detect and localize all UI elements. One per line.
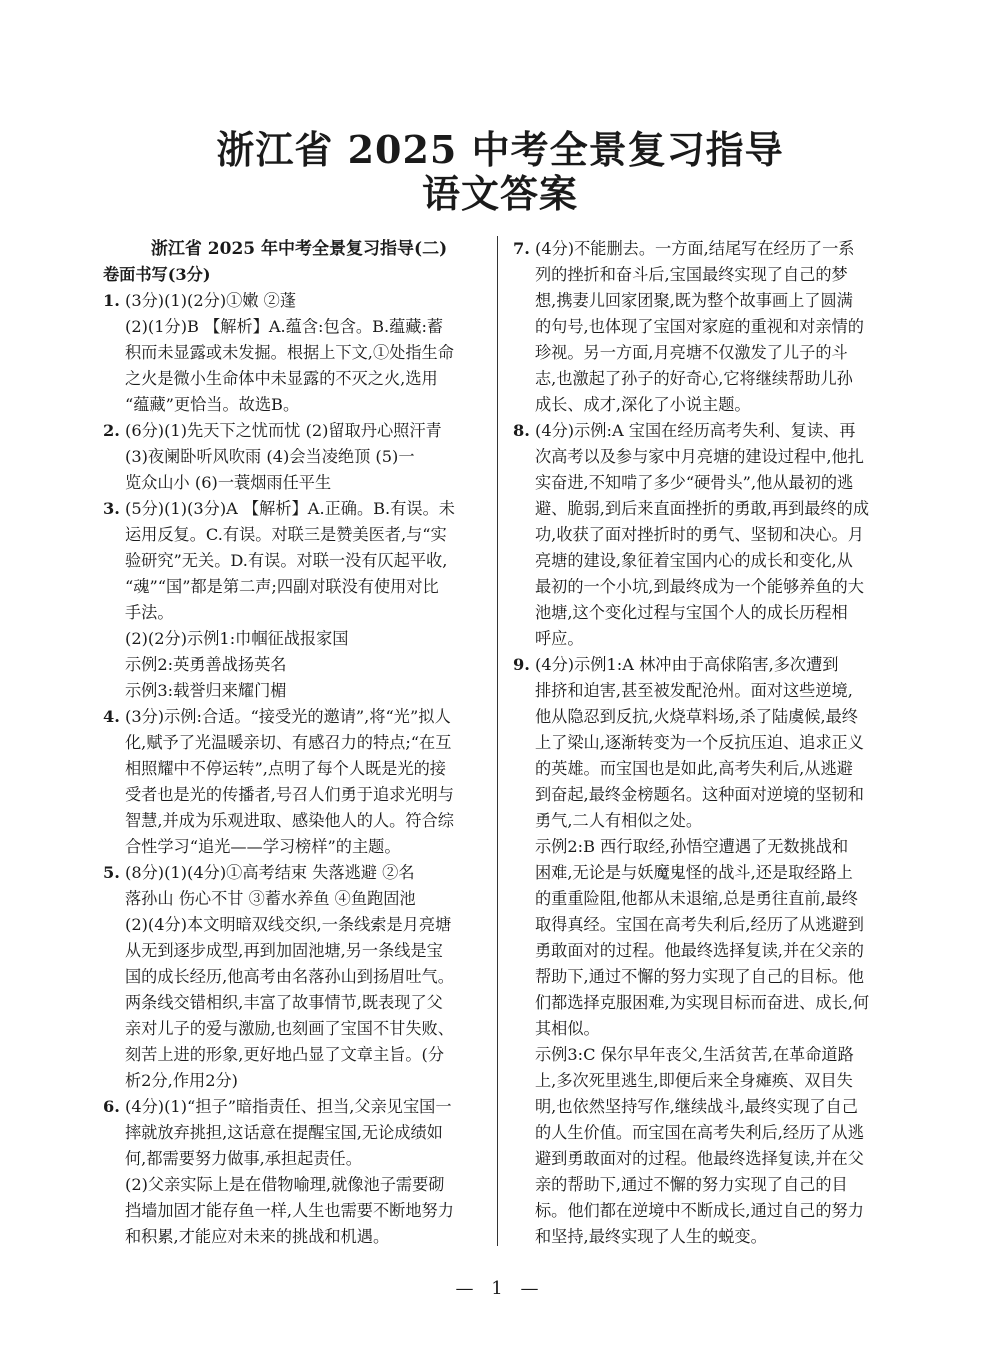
answer-line: 上,多次死里逃生,即便后来全身瘫痪、双目失 xyxy=(535,1071,853,1090)
answer-line: 功,收获了面对挫折时的勇气、坚韧和决心。月 xyxy=(535,525,864,544)
answer-line: 标。他们都在逆境中不断成长,通过自己的努力 xyxy=(535,1201,864,1220)
question-number: 6. xyxy=(103,1097,120,1116)
answer-line: 取得真经。宝国在高考失利后,经历了从逃避到 xyxy=(535,915,864,934)
answer-line: 困难,无论是与妖魔鬼怪的战斗,还是取经路上 xyxy=(535,863,853,882)
question-number: 9. xyxy=(513,655,530,674)
answer-line: 想,携妻儿回家团聚,既为整个故事画上了圆满 xyxy=(535,291,853,310)
answer-line: 积而未显露或未发掘。根据上下文,①处指生命 xyxy=(125,343,454,362)
answer-line: 勇气,二人有相似之处。 xyxy=(535,811,703,830)
answer-line: “魂”“国”都是第二声;四副对联没有使用对比 xyxy=(125,577,439,596)
answer-line: 国的成长经历,他高考由名落孙山到扬眉吐气。 xyxy=(125,967,454,986)
answer-text: (3分)(1)(2分)①嫩 ②蓬 xyxy=(125,291,297,310)
answer-line: 帮助下,通过不懈的努力实现了自己的目标。他 xyxy=(535,967,864,986)
answer-item xyxy=(103,704,485,730)
answer-line: 和积累,才能应对未来的挑战和机遇。 xyxy=(125,1227,390,1246)
answer-line: 化,赋予了光温暖亲切、有感召力的特点;“在互 xyxy=(125,733,452,752)
answer-line: 亲的帮助下,通过不懈的努力实现了自己的目 xyxy=(535,1175,848,1194)
answer-item xyxy=(103,496,485,522)
answer-line: 呼应。 xyxy=(535,629,584,648)
answer-line: (2)(2分)示例1:巾帼征战报家国 xyxy=(125,629,349,648)
answer-line: 合性学习“追光——学习榜样”的主题。 xyxy=(125,837,401,856)
question-number: 5. xyxy=(103,863,120,882)
answer-line: 运用反复。C.有误。对联三是赞美医者,与“实 xyxy=(125,525,447,544)
answer-item xyxy=(513,236,895,262)
answer-item xyxy=(513,652,895,678)
answer-line: 手法。 xyxy=(125,603,174,622)
answer-line: 志,也激起了孙子的好奇心,它将继续帮助儿孙 xyxy=(535,369,853,388)
answer-line: 示例2:英勇善战扬英名 xyxy=(125,655,287,674)
question-number: 1. xyxy=(103,291,120,310)
answer-line: 他从隐忍到反抗,火烧草料场,杀了陆虞候,最终 xyxy=(535,707,858,726)
answer-line: 到奋起,最终金榜题名。这种面对逆境的坚韧和 xyxy=(535,785,864,804)
answer-line: 其相似。 xyxy=(535,1019,600,1038)
answer-text: (4分)不能删去。一方面,结尾写在经历了一系 xyxy=(535,239,855,258)
left-column xyxy=(103,236,485,1250)
page-number: — 1 — xyxy=(455,1278,545,1299)
answer-line: 智慧,并成为乐观进取、感染他人的人。符合综 xyxy=(125,811,454,830)
question-number: 7. xyxy=(513,239,530,258)
answer-line: 从无到逐步成型,再到加固池塘,另一条线是宝 xyxy=(125,941,443,960)
answer-line: 实奋进,不知啃了多少“硬骨头”,他从最初的逃 xyxy=(535,473,854,492)
answer-line: 亮塘的建设,象征着宝国内心的成长和变化,从 xyxy=(535,551,853,570)
answer-line: 挡墙加固才能存鱼一样,人生也需要不断地努力 xyxy=(125,1201,454,1220)
answer-line: 避到勇敢面对的过程。他最终选择复读,并在父 xyxy=(535,1149,864,1168)
answer-item xyxy=(103,288,485,314)
answer-line: 勇敢面对的过程。他最终选择复读,并在父亲的 xyxy=(535,941,864,960)
answer-line: 成长、成才,深化了小说主题。 xyxy=(535,395,751,414)
answer-text: (4分)示例1:A 林冲由于高俅陷害,多次遭到 xyxy=(535,655,839,674)
answer-item xyxy=(103,1094,485,1120)
answer-text: (4分)示例:A 宝国在经历高考失利、复读、再 xyxy=(535,421,856,440)
answer-line: 两条线交错相织,丰富了故事情节,既表现了父 xyxy=(125,993,443,1012)
answer-item xyxy=(103,418,485,444)
answer-line: “蕴藏”更恰当。故选B。 xyxy=(125,395,300,414)
question-number: 2. xyxy=(103,421,120,440)
answer-line: 的句号,也体现了宝国对家庭的重视和对亲情的 xyxy=(535,317,864,336)
answer-line: 最初的一个小坑,到最终成为一个能够养鱼的大 xyxy=(535,577,864,596)
answer-text: (5分)(1)(3分)A 【解析】A.正确。B.有误。未 xyxy=(125,499,455,518)
answer-text: (8分)(1)(4分)①高考结束 失落逃避 ②名 xyxy=(125,863,415,882)
answer-line: 示例2:B 西行取经,孙悟空遭遇了无数挑战和 xyxy=(535,837,849,856)
answer-line: (2)(1分)B 【解析】A.蕴含:包含。B.蕴藏:蓄 xyxy=(125,317,444,336)
answer-line: 何,都需要努力做事,承担起责任。 xyxy=(125,1149,362,1168)
section-label: 卷面书写(3分) xyxy=(103,265,211,284)
answer-line: 排挤和迫害,甚至被发配沧州。面对这些逆境, xyxy=(535,681,853,700)
answer-item xyxy=(103,860,485,886)
answer-line: 们都选择克服困难,为实现目标而奋进、成长,何 xyxy=(535,993,870,1012)
answer-line: 列的挫折和奋斗后,宝国最终实现了自己的梦 xyxy=(535,265,848,284)
answer-line: 刻苦上进的形象,更好地凸显了文章主旨。(分 xyxy=(125,1045,445,1064)
answer-line: 的重重险阻,他都从未退缩,总是勇往直前,最终 xyxy=(535,889,858,908)
answer-line: 摔就放弃挑担,这话意在提醒宝国,无论成绩如 xyxy=(125,1123,443,1142)
document-title: 浙江省 2025 中考全景复习指导 xyxy=(216,127,784,172)
answer-line: 析2分,作用2分) xyxy=(125,1071,238,1090)
answer-line: 相照耀中不停运转”,点明了每个人既是光的接 xyxy=(125,759,446,778)
answer-line: 亲对儿子的爱与激励,也刻画了宝国不甘失败、 xyxy=(125,1019,454,1038)
answer-line: 览众山小 (6)一蓑烟雨任平生 xyxy=(125,473,332,492)
answer-line: (2)(4分)本文明暗双线交织,一条线索是月亮塘 xyxy=(125,915,452,934)
answer-line: 的英雄。而宝国也是如此,高考失利后,从逃避 xyxy=(535,759,853,778)
answer-line: 受者也是光的传播者,号召人们勇于追求光明与 xyxy=(125,785,454,804)
answer-line: 的人生价值。而宝国在高考失利后,经历了从逃 xyxy=(535,1123,864,1142)
question-number: 4. xyxy=(103,707,120,726)
answer-line: 明,也依然坚持写作,继续战斗,最终实现了自己 xyxy=(535,1097,858,1116)
answer-line: 示例3:C 保尔早年丧父,生活贫苦,在革命道路 xyxy=(535,1045,854,1064)
question-number: 3. xyxy=(103,499,120,518)
answer-line: (3)夜阑卧听风吹雨 (4)会当凌绝顶 (5)一 xyxy=(125,447,415,466)
document-subtitle: 语文答案 xyxy=(421,171,578,216)
answer-line: 次高考以及参与家中月亮塘的建设过程中,他扎 xyxy=(535,447,864,466)
column-divider xyxy=(497,236,498,1246)
answer-text: (6分)(1)先天下之忧而忧 (2)留取丹心照汗青 xyxy=(125,421,442,440)
answer-line: 之火是微小生命体中未显露的不灭之火,选用 xyxy=(125,369,438,388)
answer-line: 珍视。另一方面,月亮塘不仅激发了儿子的斗 xyxy=(535,343,848,362)
answer-line: (2)父亲实际上是在借物喻理,就像池子需要砌 xyxy=(125,1175,445,1194)
answer-line: 示例3:载誉归来耀门楣 xyxy=(125,681,287,700)
answer-line: 和坚持,最终实现了人生的蜕变。 xyxy=(535,1227,767,1246)
answer-line: 落孙山 伤心不甘 ③蓄水养鱼 ④鱼跑固池 xyxy=(125,889,416,908)
question-number: 8. xyxy=(513,421,530,440)
answer-line: 验研究”无关。D.有误。对联一没有仄起平收, xyxy=(125,551,448,570)
answer-line: 池塘,这个变化过程与宝国个人的成长历程相 xyxy=(535,603,848,622)
right-column xyxy=(513,236,895,1250)
answer-item xyxy=(513,418,895,444)
answer-text: (3分)示例:合适。“接受光的邀请”,将“光”拟人 xyxy=(125,707,451,726)
answer-line: 避、脆弱,到后来直面挫折的勇敢,再到最终的成 xyxy=(535,499,870,518)
answer-text: (4分)(1)“担子”暗指责任、担当,父亲见宝国一 xyxy=(125,1097,452,1116)
section-heading: 浙江省 2025 年中考全景复习指导(二) xyxy=(150,239,448,259)
answer-line: 上了梁山,逐渐转变为一个反抗压迫、追求正义 xyxy=(535,733,864,752)
